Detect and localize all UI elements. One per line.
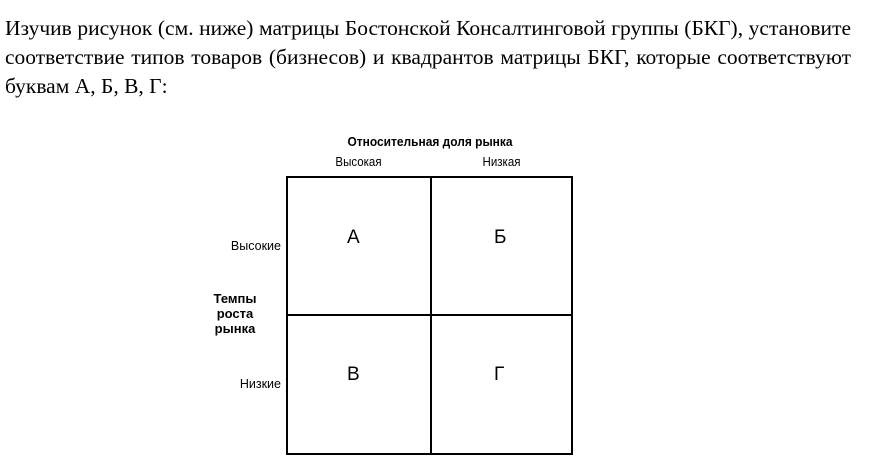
bcg-matrix-grid — [286, 176, 573, 455]
question-line-1: Изучив рисунок (см. ниже) матрицы Бостонской Консалтинговой группы — [5, 16, 685, 40]
quadrant-top-left-letter: А — [347, 227, 360, 248]
grid-horizontal-divider — [288, 314, 571, 316]
question-line-3: матрицы БКГ, которые соответствуют буквам А, Б, В, Г: — [5, 45, 851, 98]
y-axis-title-line-3: рынка — [214, 321, 256, 336]
x-axis-label-low: Низкая — [482, 155, 521, 169]
quadrant-bottom-left-letter: В — [347, 364, 360, 385]
quadrant-top-right-letter: Б — [494, 227, 507, 248]
quadrant-bottom-right-letter: Г — [494, 364, 505, 385]
x-axis-label-high: Высокая — [335, 155, 382, 169]
y-axis-title-line-1: Темпы — [213, 291, 257, 306]
y-axis-title-line-2: роста — [216, 306, 254, 321]
question-text — [5, 14, 851, 101]
y-axis-label-high: Высокие — [230, 239, 281, 253]
y-axis-label-low: Низкие — [239, 377, 281, 391]
y-axis-title — [195, 291, 275, 336]
x-axis-title: Относительная доля рынка — [347, 134, 513, 149]
question-line-2: (БКГ), установите соответствие типов товаров (бизнесов) и квадрантов — [5, 16, 852, 69]
